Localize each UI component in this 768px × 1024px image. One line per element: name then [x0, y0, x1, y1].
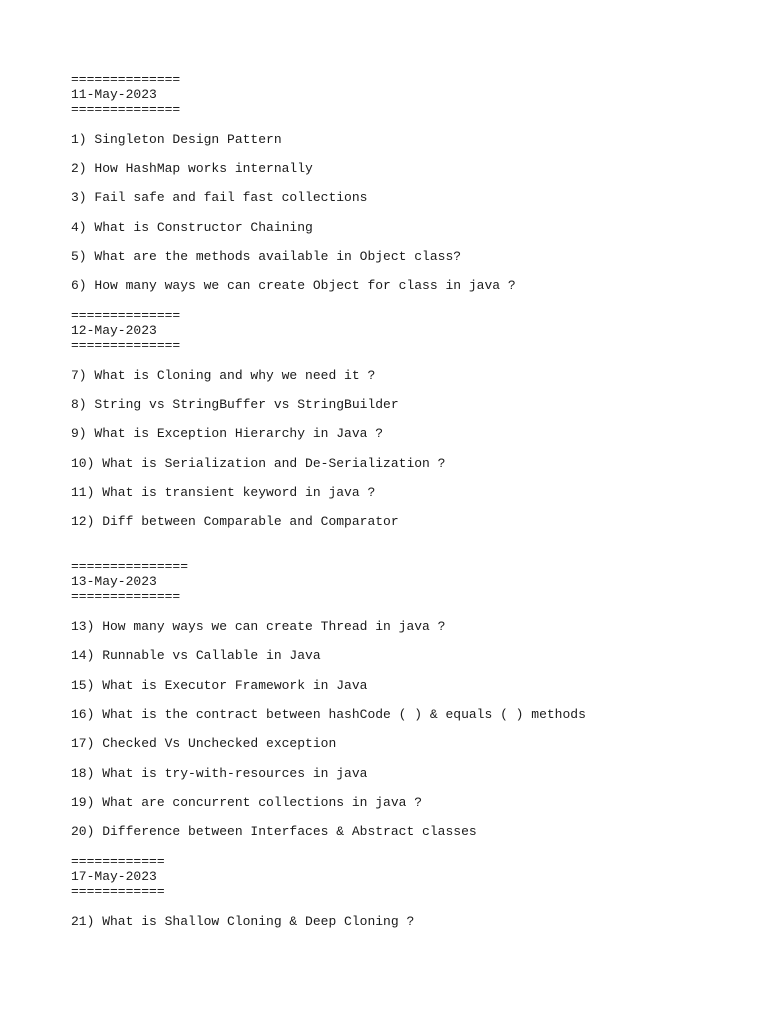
question-item: 20) Difference between Interfaces & Abstract classes	[71, 824, 477, 839]
question-list	[71, 368, 751, 529]
question-item: 21) What is Shallow Cloning & Deep Cloning ?	[71, 914, 415, 929]
question-item: 10) What is Serialization and De-Serialization ?	[71, 456, 446, 471]
question-item: 5) What are the methods available in Object class?	[71, 249, 462, 264]
question-item: 15) What is Executor Framework in Java	[71, 678, 368, 693]
question-item: 1) Singleton Design Pattern	[71, 132, 282, 147]
question-item: 12) Diff between Comparable and Comparator	[71, 514, 399, 529]
question-item: 19) What are concurrent collections in java ?	[71, 795, 423, 810]
section-date: 17-May-2023	[71, 869, 157, 884]
question-item: 6) How many ways we can create Object for class in java ?	[71, 278, 516, 293]
separator-rule-top: ============	[71, 854, 165, 869]
question-list	[71, 619, 751, 839]
question-item: 17) Checked Vs Unchecked exception	[71, 736, 337, 751]
separator-rule-top: ==============	[71, 72, 181, 87]
separator-rule-top: ==============	[71, 308, 181, 323]
question-item: 18) What is try-with-resources in java	[71, 766, 368, 781]
section-date: 12-May-2023	[71, 323, 157, 338]
document-body	[71, 72, 751, 929]
question-item: 2) How HashMap works internally	[71, 161, 313, 176]
separator-rule-bottom: ==============	[71, 102, 181, 117]
section-date: 11-May-2023	[71, 87, 157, 102]
question-list	[71, 132, 751, 293]
separator-rule-bottom: ==============	[71, 338, 181, 353]
question-item: 8) String vs StringBuffer vs StringBuilder	[71, 397, 399, 412]
date-section	[71, 559, 751, 839]
question-item: 11) What is transient keyword in java ?	[71, 485, 376, 500]
question-item: 4) What is Constructor Chaining	[71, 220, 313, 235]
separator-rule-bottom: ============	[71, 884, 165, 899]
question-item: 13) How many ways we can create Thread in java ?	[71, 619, 446, 634]
section-date: 13-May-2023	[71, 574, 157, 589]
question-item: 14) Runnable vs Callable in Java	[71, 648, 321, 663]
date-section	[71, 854, 751, 929]
question-list	[71, 914, 751, 929]
date-section	[71, 308, 751, 529]
separator-rule-bottom: ==============	[71, 589, 181, 604]
separator-rule-top: ===============	[71, 559, 189, 574]
question-item: 3) Fail safe and fail fast collections	[71, 190, 368, 205]
question-item: 9) What is Exception Hierarchy in Java ?	[71, 426, 384, 441]
question-item: 7) What is Cloning and why we need it ?	[71, 368, 376, 383]
date-section	[71, 72, 751, 293]
question-item: 16) What is the contract between hashCode ( ) & equals ( ) methods	[71, 707, 586, 722]
